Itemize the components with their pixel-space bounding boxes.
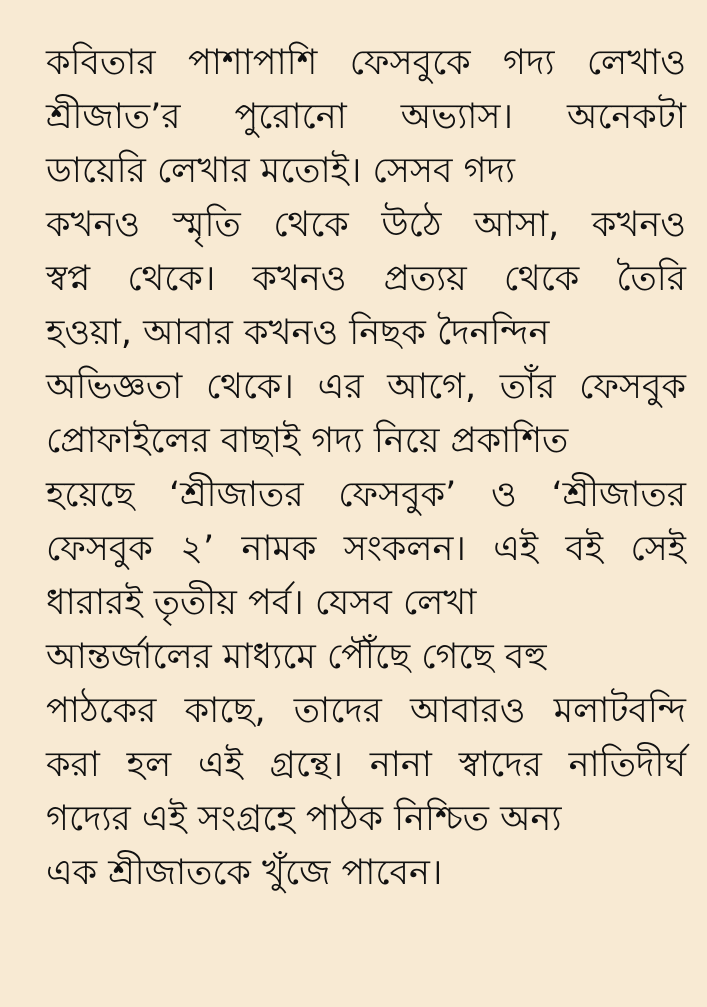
blurb-line: গদ্যের এই সংগ্রহে পাঠক নিশ্চিত অন্য: [46, 799, 562, 839]
blurb-paragraph: [46, 36, 686, 900]
blurb-line: পাঠকের কাছে, তাদের আবারও মলাটবন্দি: [46, 691, 686, 731]
blurb-line: স্বপ্ন থেকে। কখনও প্রত্যয় থেকে তৈরি: [46, 259, 686, 299]
blurb-line: কখনও স্মৃতি থেকে উঠে আসা, কখনও: [46, 205, 686, 245]
blurb-line: অভিজ্ঞতা থেকে। এর আগে, তাঁর ফেসবুক: [46, 367, 686, 407]
blurb-line: শ্রীজাত’র পুরোনো অভ্যাস। অনেকটা: [46, 97, 686, 137]
blurb-line: হয়েছে ‘শ্রীজাতর ফেসবুক’ ও ‘শ্রীজাতর: [46, 475, 686, 515]
blurb-line: ফেসবুক ২’ নামক সংকলন। এই বই সেই: [46, 529, 686, 569]
blurb-line: প্রোফাইলের বাছাই গদ্য নিয়ে প্রকাশিত: [46, 421, 569, 461]
blurb-line: করা হল এই গ্রন্থে। নানা স্বাদের নাতিদীর্ঘ: [46, 745, 686, 785]
blurb-line: এক শ্রীজাতকে খুঁজে পাবেন।: [46, 853, 443, 893]
blurb-line: কবিতার পাশাপাশি ফেসবুকে গদ্য লেখাও: [46, 43, 686, 83]
blurb-line: হওয়া, আবার কখনও নিছক দৈনন্দিন: [46, 313, 550, 353]
blurb-line: ধারারই তৃতীয় পর্ব। যেসব লেখা: [46, 583, 477, 623]
blurb-line: আন্তর্জালের মাধ্যমে পৌঁছে গেছে বহু: [46, 637, 547, 677]
blurb-line: ডায়েরি লেখার মতোই। সেসব গদ্য: [46, 151, 516, 191]
